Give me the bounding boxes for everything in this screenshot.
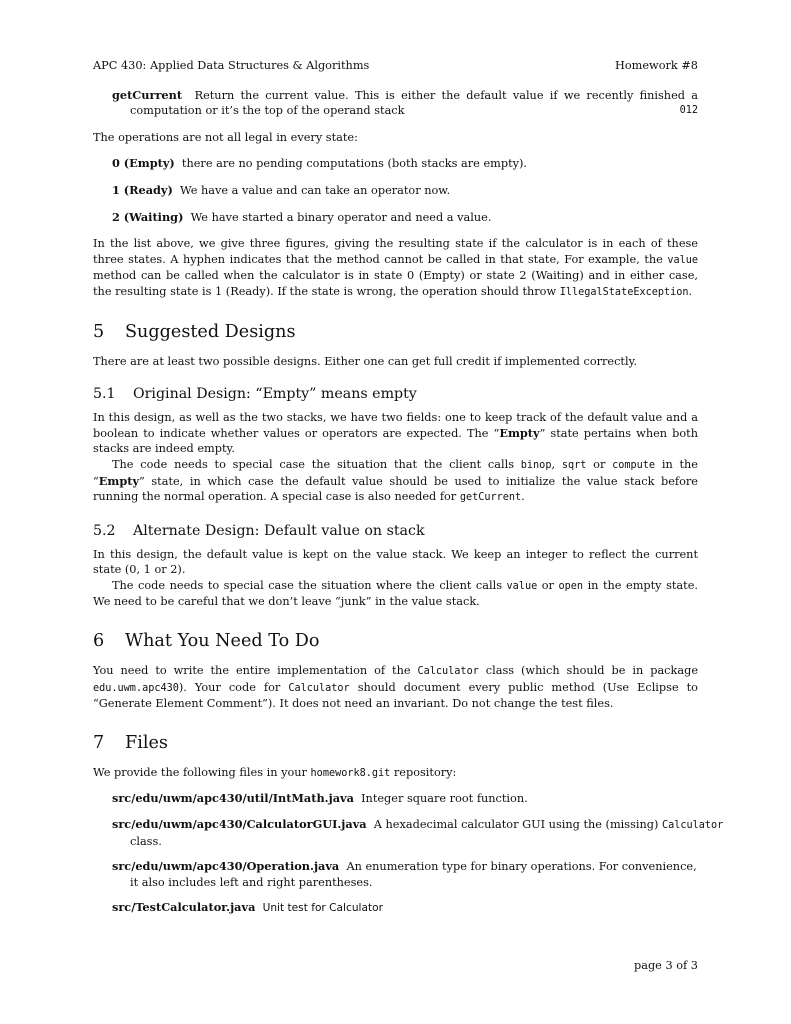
paragraph: In this design, as well as the two stacks, we have two fields: one to keep track of the default value and a boolean to indicate whether values or operators are expected. The “Empty” state pertains when both stacks are indeed empty. <box>93 411 698 456</box>
file-path: src/edu/uwm/apc430/CalculatorGUI.java <box>112 817 367 832</box>
state-text: We have started a binary operator and need a value. <box>190 210 492 224</box>
state-text: We have a value and can take an operator now. <box>180 183 451 197</box>
document-page <box>93 58 724 917</box>
file-entry <box>112 859 698 890</box>
file-entry <box>112 900 698 917</box>
state-explanation: In the list above, we give three figures, giving the resulting state if the calculator is in each of these three states. A hyphen indicates that the method cannot be called in that state, For example, the value method can be called when the calculator is in state 0 (Empty) or state 2 (Waiting) and in either case, the resulting state is 1 (Ready). If the state is wrong, the operation should throw IllegalStateException. <box>93 237 698 298</box>
paragraph: The code needs to special case the situation where the client calls value or open in the empty state. We need to be careful that we don’t leave “junk” in the value stack. <box>93 578 698 609</box>
getcurrent-definition <box>112 88 698 119</box>
subsection-heading: 5.2 Alternate Design: Default value on stack <box>93 522 425 539</box>
file-description: An enumeration type for binary operations. For convenience, it also includes left and right parentheses. <box>130 860 697 889</box>
homework-number: Homework #8 <box>614 59 698 72</box>
paragraph: In this design, the default value is kept on the value stack. We keep an integer to reflect the current state (0, 1 or 2). <box>93 547 698 577</box>
running-header <box>93 58 698 74</box>
legal-intro: The operations are not all legal in every state: <box>93 130 358 144</box>
section-heading: 7 Files <box>93 732 168 753</box>
section-heading: 6 What You Need To Do <box>93 631 320 652</box>
file-entry <box>112 791 698 807</box>
file-entry: src/edu/uwm/apc430/CalculatorGUI.java A hexadecimal calculator GUI using the (missing) Calculator class. <box>112 817 724 848</box>
state-item <box>112 210 698 226</box>
state-text: there are no pending computations (both stacks are empty). <box>181 157 527 171</box>
file-description: Integer square root function. <box>361 792 528 806</box>
subsection-heading: 5.1 Original Design: “Empty” means empty <box>93 386 417 403</box>
file-path: src/TestCalculator.java <box>112 900 256 915</box>
state-item <box>112 183 698 199</box>
paragraph: You need to write the entire implementation of the Calculator class (which should be in package edu.uwm.apc430). Your code for Calculator should document every public method (Use Eclipse to “Generate Element Comment”). It does not need an invariant. Do not change the test files. <box>93 664 699 711</box>
state-label: 2 (Waiting) <box>112 209 184 224</box>
state-item <box>112 156 698 172</box>
section-heading: 5 Suggested Designs <box>93 321 296 342</box>
paragraph: We provide the following files in your homework8.git repository: <box>93 765 457 779</box>
file-description: Unit test for Calculator <box>262 902 383 915</box>
definition-text: Return the current value. This is either the default value if we recently finished a computation or it’s the top of the operand stack <box>130 88 698 118</box>
definition-term: getCurrent <box>112 87 183 102</box>
state-label: 1 (Ready) <box>112 182 173 197</box>
section-intro: There are at least two possible designs. Either one can get full credit if implemented correctly. <box>93 354 638 368</box>
file-path: src/edu/uwm/apc430/Operation.java <box>112 859 340 874</box>
file-description: A hexadecimal calculator GUI using the (missing) <box>373 818 662 832</box>
file-path: src/edu/uwm/apc430/util/IntMath.java <box>112 791 354 806</box>
state-label: 0 (Empty) <box>112 156 175 171</box>
course-title: APC 430: Applied Data Structures & Algorithms <box>93 59 370 72</box>
paragraph: The code needs to special case the situation that the client calls binop, sqrt or compute in the “Empty” state, in which case the default value should be used to initialize the value stack before running the normal operation. A special case is also needed for getCurrent. <box>93 457 698 504</box>
file-code: Calculator <box>661 820 724 832</box>
page-number: page 3 of 3 <box>633 959 698 972</box>
